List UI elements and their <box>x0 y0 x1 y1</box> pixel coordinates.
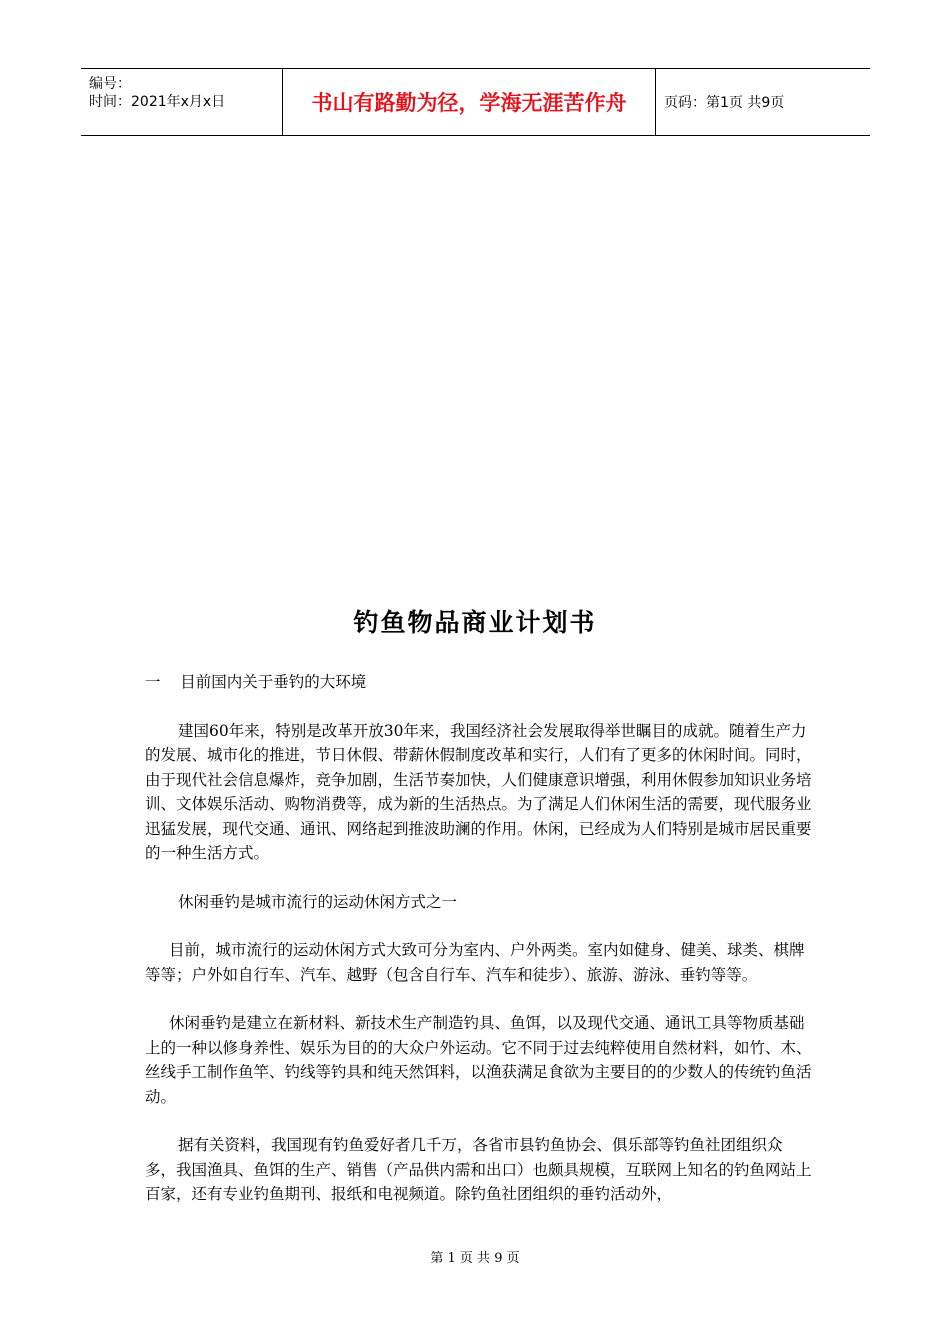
paragraph: 休闲垂钓是城市流行的运动休闲方式之一 <box>178 892 458 911</box>
document-title: 钓鱼物品商业计划书 <box>353 608 597 637</box>
paragraph: 目前，城市流行的运动休闲方式大致可分为室内、户外两类。室内如健身、健美、球类、棋牌等等；户外如自行车、汽车、越野（包含自行车、汽车和徒步）、旅游、游泳、垂钓等等。 <box>145 941 805 984</box>
document-body <box>145 670 813 1207</box>
header-page-info: 页码：第1页 共9页 <box>664 95 785 111</box>
section-heading: 一 目前国内关于垂钓的大环境 <box>145 673 367 691</box>
document-number-label: 编号： <box>89 76 131 92</box>
paragraph: 休闲垂钓是建立在新材料、新技术生产制造钓具、鱼饵，以及现代交通、通讯工具等物质基础上的一种以修身养性、娱乐为目的的大众户外运动。它不同于过去纯粹使用自然材料，如竹、木、丝线手工制作鱼竿、钓线等钓具和纯天然饵料，以渔获满足食欲为主要目的的少数人的传统钓鱼活动。 <box>145 1014 812 1106</box>
header-meta <box>81 69 282 135</box>
paragraph: 据有关资料，我国现有钓鱼爱好者几千万，各省市县钓鱼协会、俱乐部等钓鱼社团组织众多，我国渔具、鱼饵的生产、销售（产品供内需和出口）也颇具规模，互联网上知名的钓鱼网站上百家，还有专业钓鱼期刊、报纸和电视频道。除钓鱼社团组织的垂钓活动外， <box>145 1136 812 1203</box>
paragraph: 建国60年来，特别是改革开放30年来，我国经济社会发展取得举世瞩目的成就。随着生产力的发展、城市化的推进，节日休假、带薪休假制度改革和实行，人们有了更多的休闲时间。同时，由于现代社会信息爆炸，竞争加剧，生活节奏加快，人们健康意识增强，利用休假参加知识业务培训、文体娱乐活动、购物消费等，成为新的生活热点。为了满足人们休闲生活的需要，现代服务业迅猛发展，现代交通、通讯、网络起到推波助澜的作用。休闲，已经成为人们特别是城市居民重要的一种生活方式。 <box>145 721 812 862</box>
page-header <box>81 68 870 136</box>
page-footer: 第 1 页 共 9 页 <box>430 1251 520 1266</box>
document-date: 时间：2021年x月x日 <box>89 94 226 110</box>
header-motto: 书山有路勤为径，学海无涯苦作舟 <box>282 69 656 135</box>
